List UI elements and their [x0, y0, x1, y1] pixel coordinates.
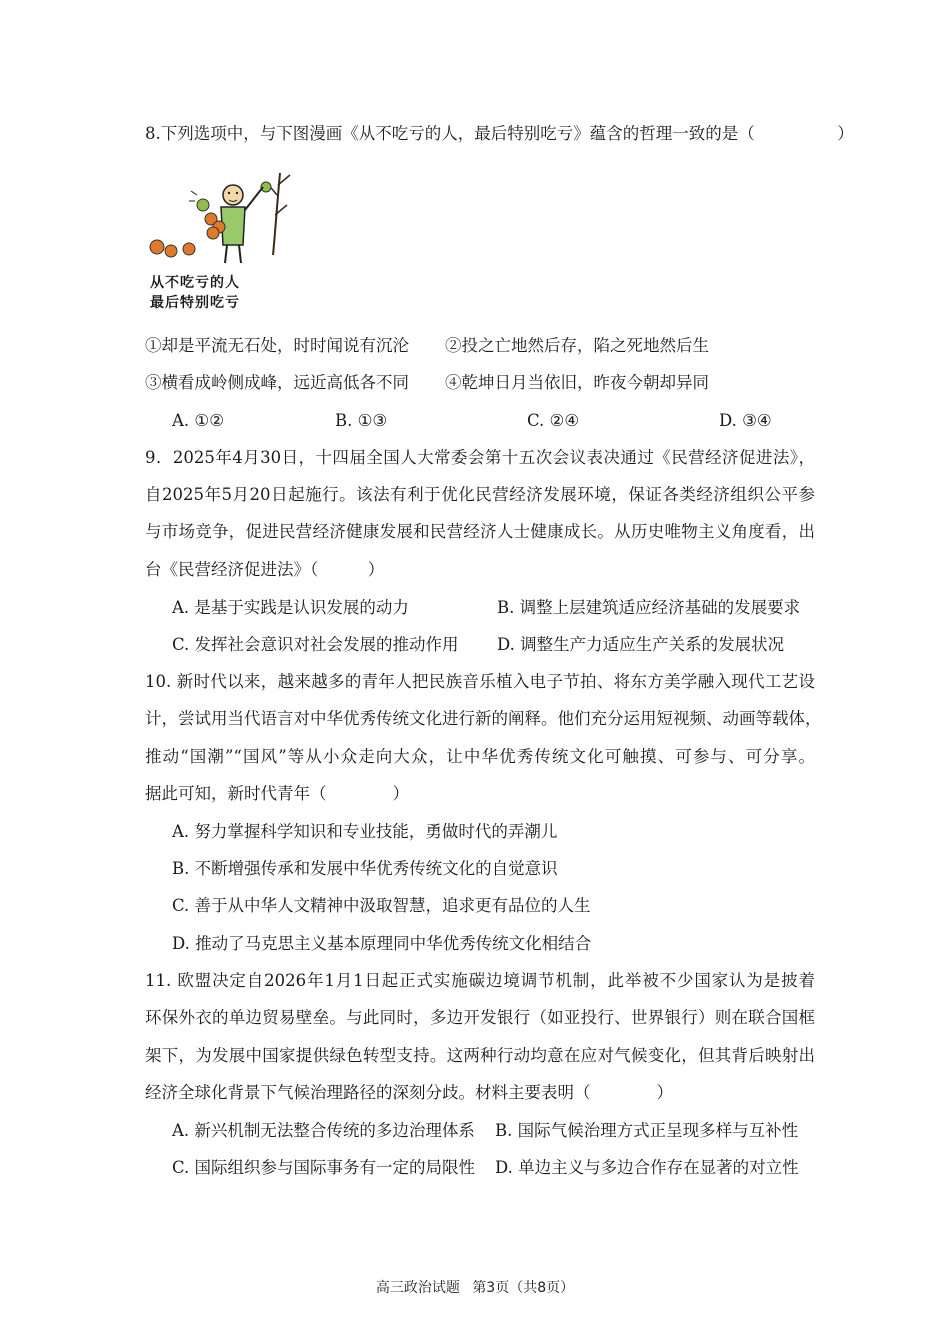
q9-line-3: 与市场竞争，促进民营经济健康发展和民营经济人士健康成长。从历史唯物主义角度看，出 — [145, 522, 815, 541]
q9-line-1: 9．2025年4月30日，十四届全国人大常委会第十五次会议表决通过《民营经济促进法》， — [145, 448, 815, 467]
q8-option-a[interactable]: A. ①② — [172, 411, 224, 430]
q11-line-3: 架下，为发展中国家提供绿色转型支持。这两种行动均意在应对气候变化，但其背后映射出 — [145, 1046, 815, 1065]
q8-option-d[interactable]: D. ③④ — [719, 411, 772, 430]
cartoon-caption-line2: 最后特别吃亏 — [150, 295, 240, 311]
q9-option-a[interactable]: A. 是基于实践是认识发展的动力 — [172, 598, 409, 617]
q10-option-c[interactable]: C. 善于从中华人文精神中汲取智慧，追求更有品位的人生 — [172, 896, 591, 915]
q8-item-3: ③横看成岭侧成峰，远近高低各不同 — [145, 373, 409, 392]
q8-item-2: ②投之亡地然后存，陷之死地然后生 — [445, 336, 709, 355]
q10-option-a[interactable]: A. 努力掌握科学知识和专业技能，勇做时代的弄潮儿 — [172, 822, 558, 841]
q8-option-b[interactable]: B. ①③ — [335, 411, 388, 430]
q10-option-b[interactable]: B. 不断增强传承和发展中华优秀传统文化的自觉意识 — [172, 859, 558, 878]
q8-item-4: ④乾坤日月当依旧，昨夜今朝却异同 — [445, 373, 709, 392]
q11-line-4: 经济全球化背景下气候治理路径的深刻分歧。材料主要表明（ ） — [145, 1083, 673, 1102]
q11-option-d[interactable]: D. 单边主义与多边合作存在显著的对立性 — [495, 1158, 799, 1177]
q8-stem: 8.下列选项中，与下图漫画《从不吃亏的人，最后特别吃亏》蕴含的哲理一致的是（ ） — [145, 124, 854, 143]
q10-option-d[interactable]: D. 推动了马克思主义基本原理同中华优秀传统文化相结合 — [172, 934, 592, 953]
page-footer — [0, 1277, 950, 1297]
q9-option-d[interactable]: D. 调整生产力适应生产关系的发展状况 — [497, 635, 785, 654]
q11-line-1: 11. 欧盟决定自2026年1月1日起正式实施碳边境调节机制，此举被不少国家认为是披着 — [145, 971, 815, 990]
q9-line-4: 台《民营经济促进法》（ ） — [145, 560, 385, 579]
q11-line-2: 环保外衣的单边贸易壁垒。与此同时，多边开发银行（如亚投行、世界银行）则在联合国框 — [145, 1008, 815, 1027]
q10-line-3: 推动“国潮”“国风”等从小众走向大众，让中华优秀传统文化可触摸、可参与、可分享。 — [145, 747, 815, 766]
q8-item-1: ①却是平流无石处，时时闻说有沉沦 — [145, 336, 409, 355]
q11-option-c[interactable]: C. 国际组织参与国际事务有一定的局限性 — [172, 1158, 476, 1177]
q8-option-c[interactable]: C. ②④ — [527, 411, 580, 430]
footer-subject: 高三政治试题 — [375, 1280, 460, 1296]
q10-line-2: 计，尝试用当代语言对中华优秀传统文化进行新的阐释。他们充分运用短视频、动画等载体， — [145, 709, 822, 728]
q11-option-a[interactable]: A. 新兴机制无法整合传统的多边治理体系 — [172, 1121, 475, 1140]
q9-line-2: 自2025年5月20日起施行。该法有利于优化民营经济发展环境，保证各类经济组织公平参 — [145, 485, 815, 504]
q11-option-b[interactable]: B. 国际气候治理方式正呈现多样与互补性 — [495, 1121, 799, 1140]
q9-option-c[interactable]: C. 发挥社会意识对社会发展的推动作用 — [172, 635, 459, 654]
q10-line-4: 据此可知，新时代青年（ ） — [145, 784, 409, 803]
q9-option-b[interactable]: B. 调整上层建筑适应经济基础的发展要求 — [497, 598, 801, 617]
cartoon-caption-line1: 从不吃亏的人 — [150, 275, 240, 291]
q10-line-1: 10. 新时代以来，越来越多的青年人把民族音乐植入电子节拍、将东方美学融入现代工艺设 — [145, 672, 815, 691]
footer-page-number: 第3页（共8页） — [472, 1280, 575, 1296]
